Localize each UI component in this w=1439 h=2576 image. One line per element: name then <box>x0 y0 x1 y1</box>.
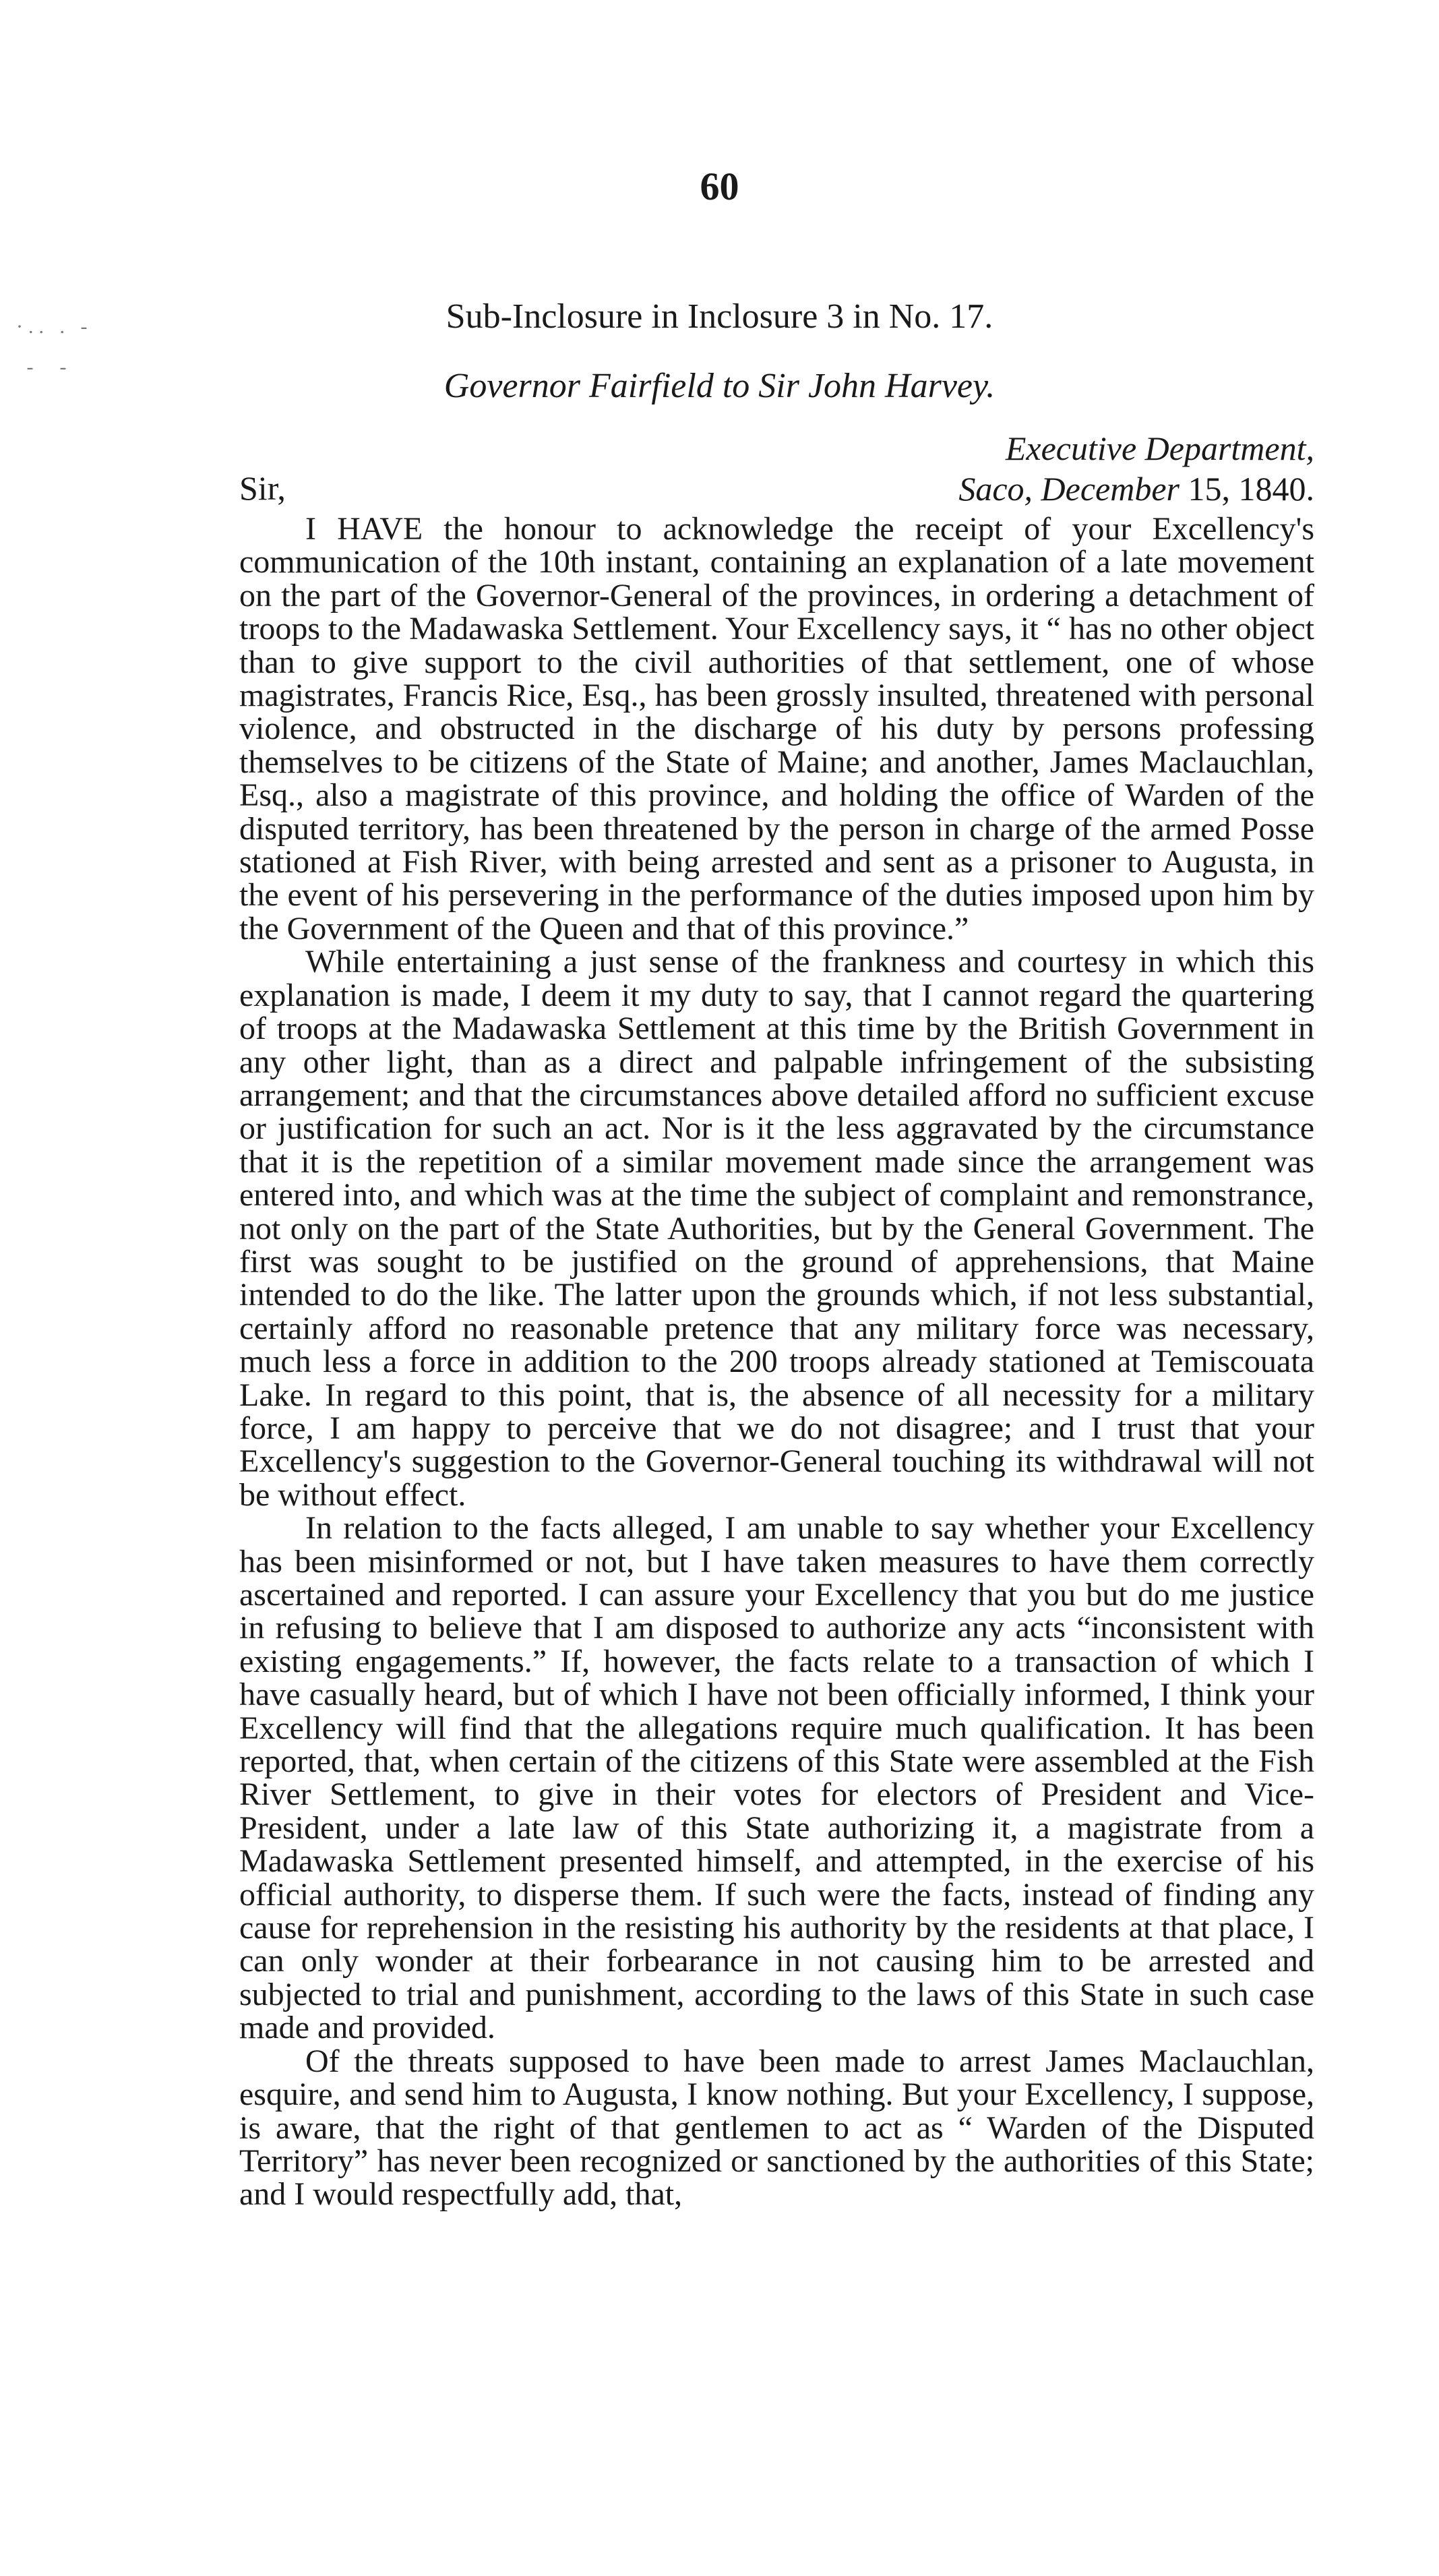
salutation: Sir, <box>239 469 286 507</box>
letter-subheading: Governor Fairfield to Sir John Harvey. <box>443 367 996 405</box>
letter-body <box>239 512 1314 2211</box>
dateline-place: Saco, December <box>958 470 1180 508</box>
dateline-place-date <box>958 469 1314 509</box>
inclosure-heading: Sub-Inclosure in Inclosure 3 in No. 17. <box>446 297 993 336</box>
paragraph: Of the threats supposed to have been made to arrest James Maclauchlan, esquire, and send him to Augusta, I know nothing. But your Excellency, I suppose, is aware, that the right of that gentlemen to act as “ Warden of the Disputed Territory” has never been recognized or sanctioned by the authorities of this State; and I would respectfully add, that, <box>239 2043 1314 2213</box>
paragraph: I HAVE the honour to acknowledge the receipt of your Excellency's communication of the 10th instant, containing an explanation of a late movement on the part of the Governor-General of the provinces, in ordering a detachment of troops to the Madawaska Settlement. Your Excellency says, it “ has no other object than to give support to the civil authorities of that settlement, one of whose magistrates, Francis Rice, Esq., has been grossly insulted, threatened with personal violence, and obstructed in the discharge of his duty by persons professing themselves to be citizens of the State of Maine; and another, James Maclauchlan, Esq., also a magistrate of this province, and holding the office of Warden of the disputed territory, has been threatened by the person in charge of the armed Posse stationed at Fish River, with being arrested and sent as a prisoner to Augusta, in the event of his persevering in the performance of the duties imposed upon him by the Government of the Queen and that of this province.” <box>239 511 1314 947</box>
margin-specks: ·.. . - - - <box>16 316 93 378</box>
dateline <box>958 428 1314 509</box>
dateline-date: 15, 1840. <box>1188 470 1314 508</box>
paragraph: In relation to the facts alleged, I am unable to say whether your Excellency has been misinformed or not, but I have taken measures to have them correctly ascertained and reported. I can assure your Excellency that you but do me justice in refusing to believe that I am disposed to authorize any acts “inconsistent with existing engagements.” If, however, the facts relate to a transaction of which I have casually heard, but of which I have not been officially informed, I think your Excellency will find that the allegations require much qualification. It has been reported, that, when certain of the citizens of this State were assembled at the Fish River Settlement, to give in their votes for electors of President and Vice-President, under a late law of this State authorizing it, a magistrate from a Madawaska Settlement presented himself, and attempted, in the exercise of his official authority, to disperse them. If such were the facts, instead of finding any cause for reprehension in the resisting his authority by the residents at that place, I can only wonder at their forbearance in not causing him to be arrested and subjected to trial and punishment, according to the laws of this State in such case made and provided. <box>239 1510 1314 2046</box>
dateline-department: Executive Department, <box>1005 429 1314 467</box>
paragraph: While entertaining a just sense of the frankness and courtesy in which this explanation is made, I deem it my duty to say, that I cannot regard the quartering of troops at the Madawaska Settlement at this time by the British Government in any other light, than as a direct and palpable infringement of the subsisting arrangement; and that the circumstances above detailed afford no sufficient excuse or justification for such an act. Nor is it the less aggravated by the circumstance that it is the repetition of a similar movement made since the arrangement was entered into, and which was at the time the subject of complaint and remonstrance, not only on the part of the State Authorities, but by the General Government. The first was sought to be justified on the ground of apprehensions, that Maine intended to do the like. The latter upon the grounds which, if not less substantial, certainly afford no reasonable pretence that any military force was necessary, much less a force in addition to the 200 troops already stationed at Temiscouata Lake. In regard to this point, that is, the absence of all necessity for a military force, I am happy to perceive that we do not disagree; and I trust that your Excellency's suggestion to the Governor-General touching its withdrawal will not be without effect. <box>239 944 1314 1513</box>
page-number: 60 <box>700 164 739 208</box>
